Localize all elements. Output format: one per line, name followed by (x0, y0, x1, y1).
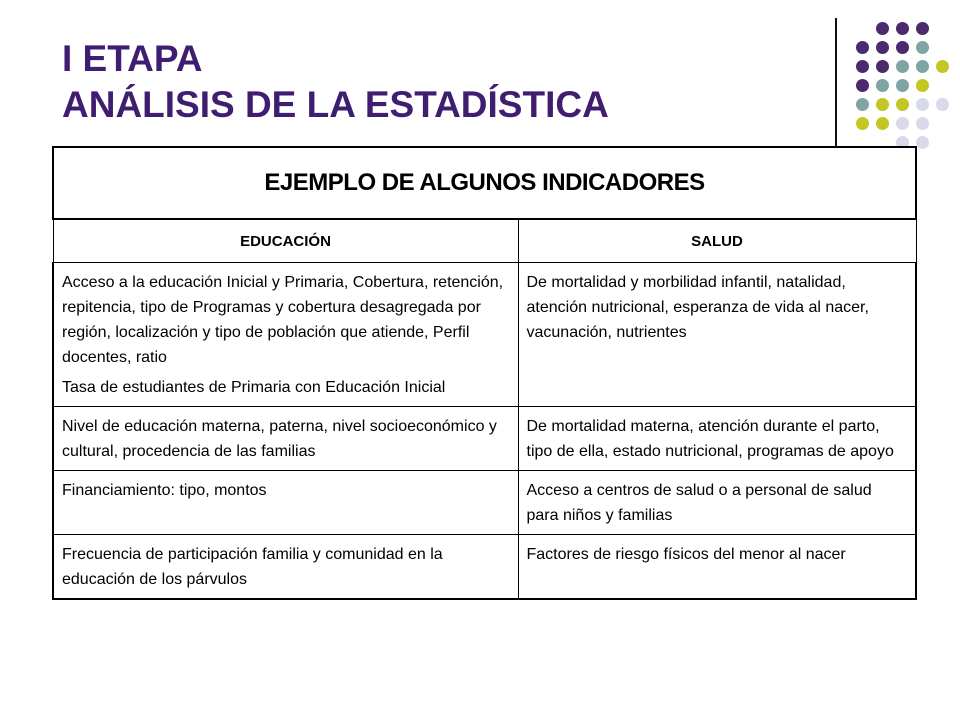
cell-text: De mortalidad y morbilidad infantil, natalidad, atención nutricional, esperanza de vida al nacer, vacunación, nutrientes (526, 274, 869, 341)
cell-text: Factores de riesgo físicos del menor al nacer (526, 546, 846, 563)
decorative-dot (876, 22, 889, 35)
decorative-dot (856, 98, 869, 111)
decorative-dot (896, 98, 909, 111)
column-header-education: EDUCACIÓN (53, 219, 518, 263)
decorative-dot (916, 117, 929, 130)
decorative-dot (916, 60, 929, 73)
decorative-dot (876, 41, 889, 54)
table-heading: EJEMPLO DE ALGUNOS INDICADORES (53, 147, 916, 219)
decorative-dot (916, 22, 929, 35)
education-cell (53, 471, 518, 535)
decorative-dot (876, 98, 889, 111)
indicators-table (52, 146, 917, 600)
decorative-dot (936, 60, 949, 73)
cell-text: Acceso a la educación Inicial y Primaria, Cobertura, retención, repitencia, tipo de Programas y cobertura desagregada por región, localización y tipo de población que atiende, Perfil docentes, ratio (62, 274, 504, 366)
cell-text: Financiamiento: tipo, montos (62, 482, 267, 499)
table-row (53, 471, 916, 535)
health-cell (518, 263, 916, 407)
cell-text: De mortalidad materna, atención durante el parto, tipo de ella, estado nutricional, programas de apoyo (526, 418, 894, 460)
decorative-dot (896, 117, 909, 130)
decorative-dot (856, 41, 869, 54)
table-row (53, 263, 916, 407)
decorative-dot (896, 41, 909, 54)
column-header-health: SALUD (518, 219, 916, 263)
table-row (53, 407, 916, 471)
decorative-dot (916, 98, 929, 111)
cell-text: Acceso a centros de salud o a personal de salud para niños y familias (526, 482, 872, 524)
decorative-dot (856, 79, 869, 92)
health-cell (518, 471, 916, 535)
decorative-dot (896, 60, 909, 73)
decorative-dot (876, 60, 889, 73)
decorative-dot (916, 79, 929, 92)
decorative-dot (916, 136, 929, 149)
health-cell (518, 535, 916, 600)
title-line-2: ANÁLISIS DE LA ESTADÍSTICA (62, 84, 609, 125)
cell-text: Tasa de estudiantes de Primaria con Educación Inicial (62, 379, 446, 396)
decorative-dot (876, 79, 889, 92)
decorative-dot (856, 60, 869, 73)
title-line-1: I ETAPA (62, 38, 203, 79)
decorative-dot (936, 98, 949, 111)
decorative-dot (896, 79, 909, 92)
health-cell (518, 407, 916, 471)
decorative-dot (856, 117, 869, 130)
decorative-dot (896, 22, 909, 35)
slide-title (62, 36, 609, 128)
education-cell (53, 535, 518, 600)
education-cell (53, 407, 518, 471)
cell-text: Frecuencia de participación familia y comunidad en la educación de los párvulos (62, 546, 443, 588)
education-cell (53, 263, 518, 407)
table-row (53, 535, 916, 600)
cell-text: Nivel de educación materna, paterna, nivel socioeconómico y cultural, procedencia de las familias (62, 418, 497, 460)
decorative-dot (876, 117, 889, 130)
decorative-dot (916, 41, 929, 54)
